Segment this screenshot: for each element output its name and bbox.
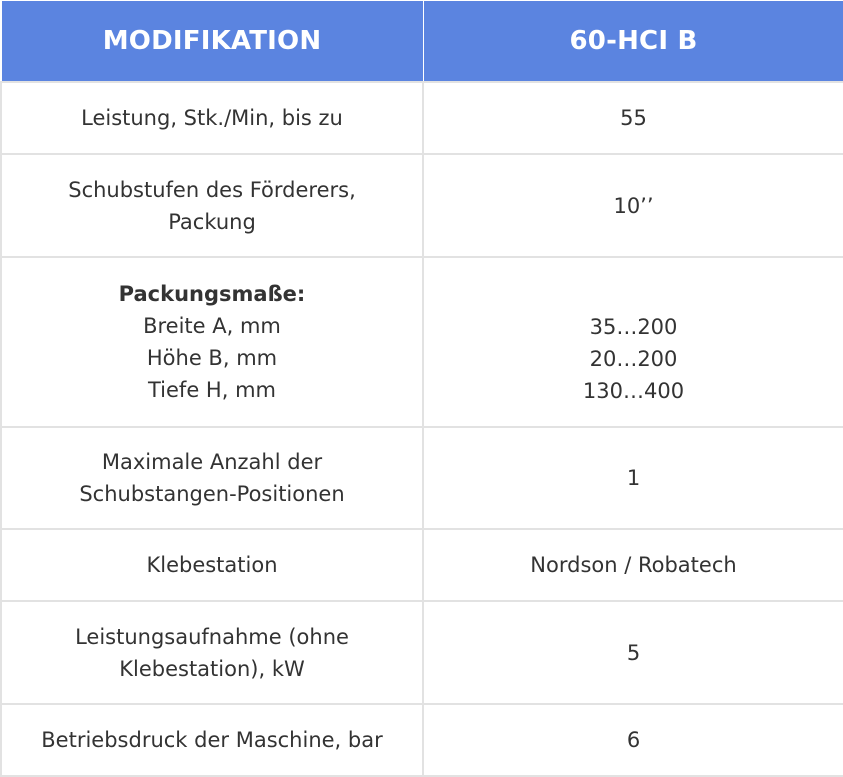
spec-label-line: Leistung, Stk./Min, bis zu	[81, 106, 343, 130]
spec-value-line: 35…200	[589, 315, 678, 339]
spec-label-line: Klebestation	[146, 553, 278, 577]
spec-value-line: 1	[626, 466, 641, 490]
spec-label-line: Tiefe H, mm	[148, 378, 276, 402]
spec-value	[423, 704, 843, 776]
header-model: 60-HCI B	[423, 1, 843, 83]
spec-label	[1, 529, 423, 601]
spec-value	[423, 154, 843, 257]
spec-label-heading: Packungsmaße:	[118, 282, 306, 306]
spec-label-line: Packung	[168, 209, 256, 234]
spec-label-line: Leistungsaufnahme (ohne	[75, 624, 349, 649]
spec-label	[1, 257, 423, 427]
spec-label-line: Schubstufen des Förderers,	[68, 177, 356, 202]
table-row	[1, 529, 843, 601]
spec-label-line: Höhe B, mm	[146, 346, 278, 370]
spec-value-line: 6	[626, 728, 641, 752]
spec-value-line: Nordson / Robatech	[530, 553, 737, 577]
table-row	[1, 154, 843, 257]
spec-value-line: 20…200	[589, 347, 678, 371]
table-row	[1, 82, 843, 154]
spec-value	[423, 427, 843, 529]
table-row	[1, 427, 843, 529]
spec-label-line: Breite A, mm	[143, 314, 281, 338]
spec-label-line: Maximale Anzahl der	[101, 450, 323, 474]
spec-value	[423, 529, 843, 601]
spec-label-line: Betriebsdruck der Maschine, bar	[41, 728, 383, 752]
spec-label	[1, 704, 423, 776]
spec-label	[1, 82, 423, 154]
spec-label	[1, 601, 423, 704]
spec-value-line: 130…400	[582, 379, 685, 403]
table-row	[1, 257, 843, 427]
spec-label	[1, 427, 423, 529]
spec-label-line: Schubstangen-Positionen	[79, 482, 345, 506]
table-row	[1, 704, 843, 776]
spec-label-line: Klebestation), kW	[119, 656, 305, 681]
header-modification: MODIFIKATION	[1, 1, 423, 83]
spec-value-line: 5	[626, 640, 641, 665]
spec-value	[423, 82, 843, 154]
header-row	[1, 1, 843, 83]
spec-value-line: 10’’	[613, 193, 654, 218]
spec-value	[423, 601, 843, 704]
spec-label	[1, 154, 423, 257]
spec-value-line: 55	[620, 106, 647, 130]
table-row	[1, 601, 843, 704]
spec-value	[423, 257, 843, 427]
